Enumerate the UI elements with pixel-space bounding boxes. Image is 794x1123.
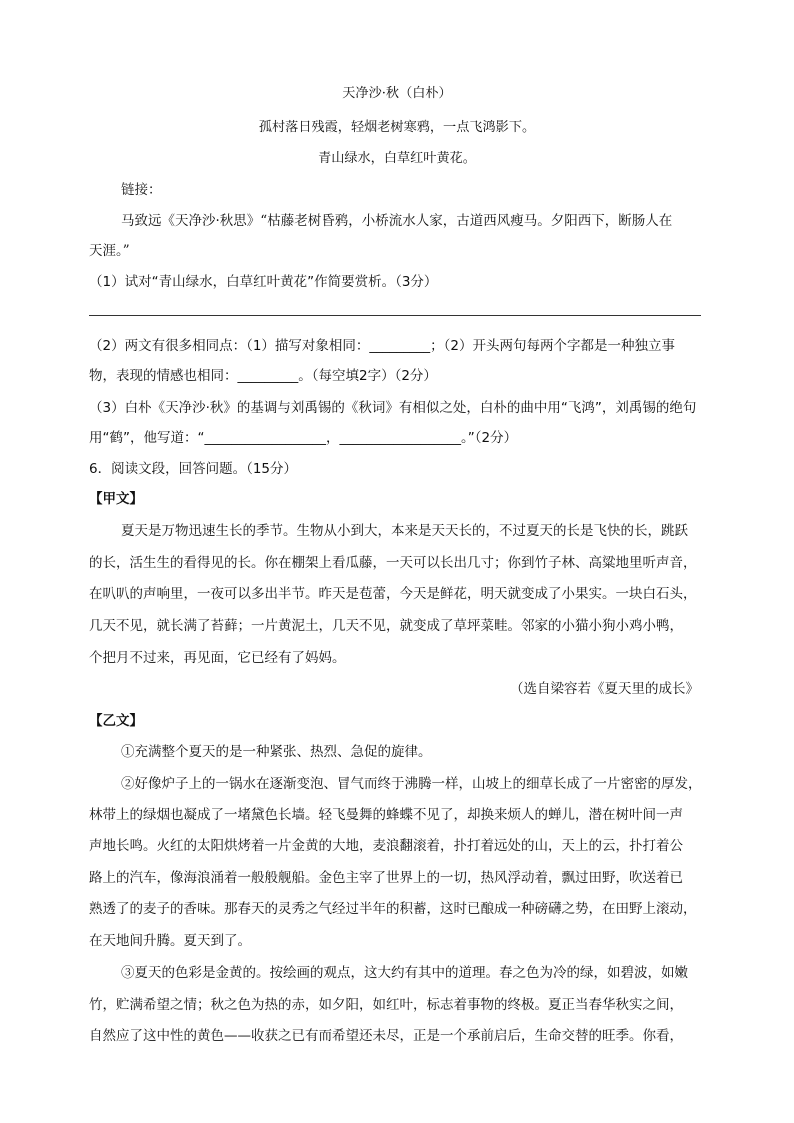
yi-p2-line-5: 熟透了的麦子的香味。那春天的灵秀之气经过半年的积蓄，这时已酿成一种磅礴之势，在田野上滚动， [89,901,697,917]
question-1: （1）试对“青山绿水，白草红叶黄花”作简要赏析。（3分） [89,274,438,290]
yi-p3-line-1: ③夏天的色彩是金黄的。按绘画的观点，这大约有其中的道理。春之色为冷的绿，如碧波，如嫩 [121,965,688,981]
jia-line-3: 在叭叭的声响里，一夜可以多出半节。昨天是苞蕾，今天是鲜花，明天就变成了小果实。一块白石头， [89,586,697,602]
poem-line-1: 孤村落日残霞，轻烟老树寒鸦，一点飞鸿影下。 [258,120,536,135]
link-text-line-2: 天涯。” [89,243,130,259]
yi-p2-line-6: 在天地间升腾。夏天到了。 [89,933,251,949]
yi-p2-line-4: 路上的汽车，像海浪涌着一般般舰船。金色主宰了世界上的一切，热风浮动着，飘过田野，吹送着已 [89,870,683,886]
jia-line-5: 个把月不过来，再见面，它已经有了妈妈。 [89,650,346,666]
section-6-heading: 6．阅读文段，回答问题。（15分） [89,461,298,477]
yi-label: 【乙文】 [89,713,143,729]
question-2-line-2: 物，表现的情感也相同：_________。（每空填2字）（2分） [89,368,437,384]
yi-paragraph-1: ①充满整个夏天的是一种紧张、热烈、急促的旋律。 [121,744,432,760]
answer-line [89,315,701,316]
question-2-line-1: （2）两文有很多相同点：（1）描写对象相同：_________；（2）开头两句每两个字都是一种独立事 [89,338,676,354]
jia-line-2: 的长，活生生的看得见的长。你在棚架上看瓜藤，一天可以长出几寸；你到竹子林、高粱地里听声音， [89,555,697,571]
question-3-line-2: 用“鹤”，他写道：“__________________，__________________。”（2分） [89,430,518,446]
yi-p2-line-2: 林带上的绿烟也凝成了一堵黛色长墙。轻飞曼舞的蜂蝶不见了，却换来烦人的蝉儿，潜在树叶间一声 [89,807,683,823]
poem-line-2: 青山绿水，白草红叶黄花。 [318,151,476,166]
yi-p2-line-3: 声地长鸣。火红的太阳烘烤着一片金黄的大地，麦浪翻滚着，扑打着远处的山，天上的云，扑打着公 [89,838,683,854]
jia-label: 【甲文】 [89,491,143,507]
poem-title: 天净沙·秋（白朴） [342,86,452,101]
link-heading: 链接： [121,182,162,198]
yi-p2-line-1: ②好像炉子上的一锅水在逐渐变泡、冒气而终于沸腾一样，山坡上的细草长成了一片密密的厚发， [121,776,702,792]
link-text-line-1: 马致远《天净沙·秋思》“枯藤老树昏鸦，小桥流水人家，古道西风瘦马。夕阳西下，断肠人在 [121,213,673,229]
question-3-line-1: （3）白朴《天净沙·秋》的基调与刘禹锡的《秋词》有相似之处，白朴的曲中用“飞鸿”，刘禹锡的绝句 [89,400,697,416]
yi-p3-line-3: 自然应了这中性的黄色——收获之已有而希望还未尽，正是一个承前启后，生命交替的旺季。你看， [89,1028,683,1044]
yi-p3-line-2: 竹，贮满希望之情；秋之色为热的赤，如夕阳，如红叶，标志着事物的终极。夏正当春华秋实之间， [89,997,683,1013]
jia-line-1: 夏天是万物迅速生长的季节。生物从小到大，本来是天天长的，不过夏天的长是飞快的长，跳跃 [121,523,688,539]
jia-source: （选自梁容若《夏天里的成长》 [510,681,699,697]
jia-line-4: 几天不见，就长满了苔藓；一片黄泥土，几天不见，就变成了草坪菜畦。邻家的小猫小狗小鸡小鸭， [89,618,683,634]
